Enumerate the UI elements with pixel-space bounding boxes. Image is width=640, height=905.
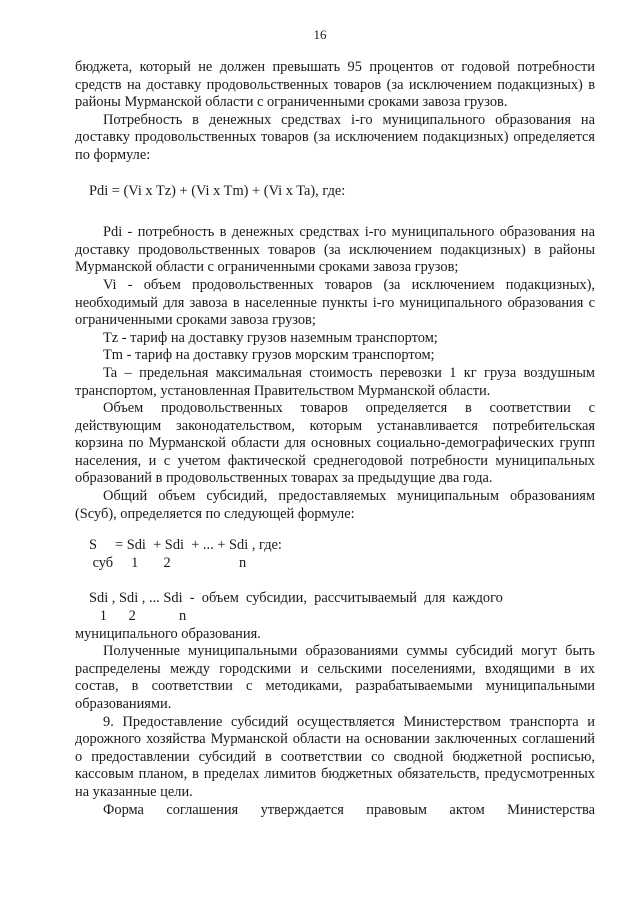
paragraph-need-definition: Потребность в денежных средствах i-го муниципального образования на доставку продовольственных товаров (за исключением подакцизных) определяется по формуле: [75,111,595,163]
sdi-definition-cont: муниципального образования. [75,625,261,642]
formula-pdi: Pdi = (Vi x Tz) + (Vi x Tm) + (Vi x Ta), где: [89,182,346,199]
paragraph-total-subsidy: Общий объем субсидий, предоставляемых муниципальным образованиям (Sсуб), определяется по следующей формуле: [75,488,595,522]
document-body [75,59,595,819]
paragraph-tm-def: Tm - тариф на доставку грузов морским транспортом; [103,347,435,364]
paragraph-distribution: Полученные муниципальными образованиями суммы субсидий могут быть распределены между городскими и сельскими поселениями, входящими в их состав, в соответствии с методиками, разрабатываемыми муниципальными образованиями. [75,643,595,712]
paragraph-item-9: 9. Предоставление субсидий осуществляется Министерством транспорта и дорожного хозяйства Мурманской области на основании заключенных соглашений о предоставлении субсидий в соответствии со сводной бюджетной росписью, кассовым планом, в пределах лимитов бюджетных обязательств, предусмотренных на указанные цели. [75,713,595,800]
page-number: 16 [313,27,327,42]
formula-s-sub [75,537,595,572]
sdi-definition-indices: 1 2 n [89,608,187,625]
paragraph-vi-def: Vi - объем продовольственных товаров (за исключением подакцизных), необходимый для завоза в населенные пункты i-го муниципального образования с ограниченными сроками завоза грузов; [75,276,595,329]
paragraph-budget: бюджета, который не должен превышать 95 процентов от годовой потребности средств на доставку продовольственных товаров (за исключением подакцизных) в районы Мурманской области с ограниченными сроками завоза грузов. [75,59,595,111]
sdi-definition-main: Sdi , Sdi , ... Sdi - объем субсидии, рассчитываемый для каждого [89,590,503,607]
formula-s-sub-indices: суб 1 2 n [89,554,247,571]
sdi-definition [75,590,595,643]
formula-s-sub-main: S = Sdi + Sdi + ... + Sdi , где: [89,537,282,554]
paragraph-agreement-form: Форма соглашения утверждается правовым актом Министерства [103,801,595,818]
paragraph-ta-def: Ta – предельная максимальная стоимость перевозки 1 кг груза воздушным транспортом, установленная Правительством Мурманской области. [75,364,595,399]
paragraph-tz-def: Tz - тариф на доставку грузов наземным транспортом; [103,329,438,346]
paragraph-volume: Объем продовольственных товаров определяется в соответствии с действующим законодательством, которым устанавливается потребительская корзина по Мурманской области для основных социально-демографических групп населения, и с учетом фактической среднегодовой потребности муниципальных образований в продовольственных товарах за предыдущие два года. [75,400,595,487]
paragraph-pdi-def: Pdi - потребность в денежных средствах i-го муниципального образования на доставку продовольственных товаров (за исключением подакцизных) в районы Мурманской области с ограниченными сроками завоза грузов; [75,224,595,276]
